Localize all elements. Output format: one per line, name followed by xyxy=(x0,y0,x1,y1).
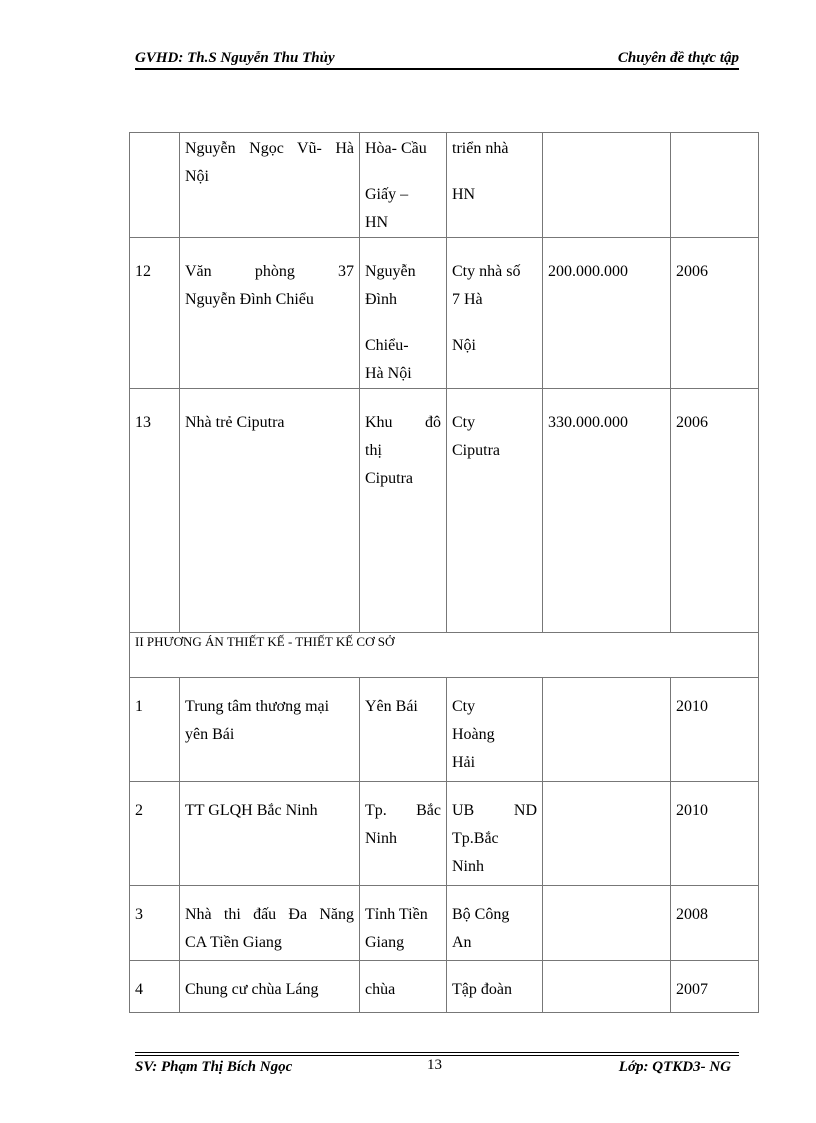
cell-location: Hòa- Cầu Giấy – HN xyxy=(360,133,447,238)
cell-location: Nguyễn Đình Chiểu- Hà Nội xyxy=(360,238,447,389)
cell-owner: Bộ Công An xyxy=(447,886,543,961)
cell-year: 2010 xyxy=(671,782,759,886)
cell-no: 13 xyxy=(130,389,180,633)
cell-year: 2006 xyxy=(671,389,759,633)
cell-owner: Cty nhà số 7 Hà Nội xyxy=(447,238,543,389)
table-row xyxy=(130,886,759,961)
cell-project-name: TT GLQH Bắc Ninh xyxy=(180,782,360,886)
cell-no: 3 xyxy=(130,886,180,961)
projects-table xyxy=(129,132,759,1013)
table-row xyxy=(130,961,759,1013)
cell-year: 2008 xyxy=(671,886,759,961)
cell-project-name: Nhà trẻ Ciputra xyxy=(180,389,360,633)
cell-location: Tp. Bắc Ninh xyxy=(360,782,447,886)
page-number: 13 xyxy=(427,1057,442,1073)
cell-year: 2006 xyxy=(671,238,759,389)
table-row xyxy=(130,389,759,633)
cell-value xyxy=(543,961,671,1013)
cell-location: Tỉnh Tiền Giang xyxy=(360,886,447,961)
footer-class: Lớp: QTKD3- NG xyxy=(618,1059,731,1075)
cell-project-name: Văn phòng 37 Nguyễn Đình Chiểu xyxy=(180,238,360,389)
cell-owner: Cty Ciputra xyxy=(447,389,543,633)
cell-owner: triển nhà HN xyxy=(447,133,543,238)
cell-no: 12 xyxy=(130,238,180,389)
table-row xyxy=(130,678,759,782)
cell-owner: Cty Hoàng Hải xyxy=(447,678,543,782)
cell-value xyxy=(543,782,671,886)
cell-year: 2007 xyxy=(671,961,759,1013)
cell-value: 330.000.000 xyxy=(543,389,671,633)
cell-project-name: Nguyễn Ngọc Vũ- Hà Nội xyxy=(180,133,360,238)
cell-year xyxy=(671,133,759,238)
header-rule xyxy=(135,68,739,70)
cell-value xyxy=(543,133,671,238)
cell-owner: Tập đoàn xyxy=(447,961,543,1013)
cell-project-name: Nhà thi đấu Đa Năng CA Tiền Giang xyxy=(180,886,360,961)
cell-value: 200.000.000 xyxy=(543,238,671,389)
cell-project-name: Trung tâm thương mại yên Bái xyxy=(180,678,360,782)
cell-no: 2 xyxy=(130,782,180,886)
cell-owner: UB ND Tp.Bắc Ninh xyxy=(447,782,543,886)
table-row xyxy=(130,782,759,886)
header-report-title: Chuyên đề thực tập xyxy=(617,50,739,66)
cell-no: 4 xyxy=(130,961,180,1013)
cell-location: chùa xyxy=(360,961,447,1013)
section-header-row xyxy=(130,633,759,678)
section-title: II PHƯƠNG ÁN THIẾT KẾ - THIẾT KẾ CƠ SỞ xyxy=(130,633,759,678)
cell-value xyxy=(543,886,671,961)
table-row xyxy=(130,133,759,238)
footer-rule xyxy=(135,1052,739,1053)
page-header xyxy=(135,48,739,70)
header-supervisor: GVHD: Th.S Nguyễn Thu Thủy xyxy=(135,50,335,66)
cell-project-name: Chung cư chùa Láng xyxy=(180,961,360,1013)
cell-year: 2010 xyxy=(671,678,759,782)
cell-no xyxy=(130,133,180,238)
cell-no: 1 xyxy=(130,678,180,782)
footer-student: SV: Phạm Thị Bích Ngọc xyxy=(135,1059,293,1075)
table-row xyxy=(130,238,759,389)
page-footer xyxy=(135,1057,739,1079)
footer-rule-inner xyxy=(135,1055,739,1056)
cell-value xyxy=(543,678,671,782)
cell-location: Khu đô thị Ciputra xyxy=(360,389,447,633)
cell-location: Yên Bái xyxy=(360,678,447,782)
